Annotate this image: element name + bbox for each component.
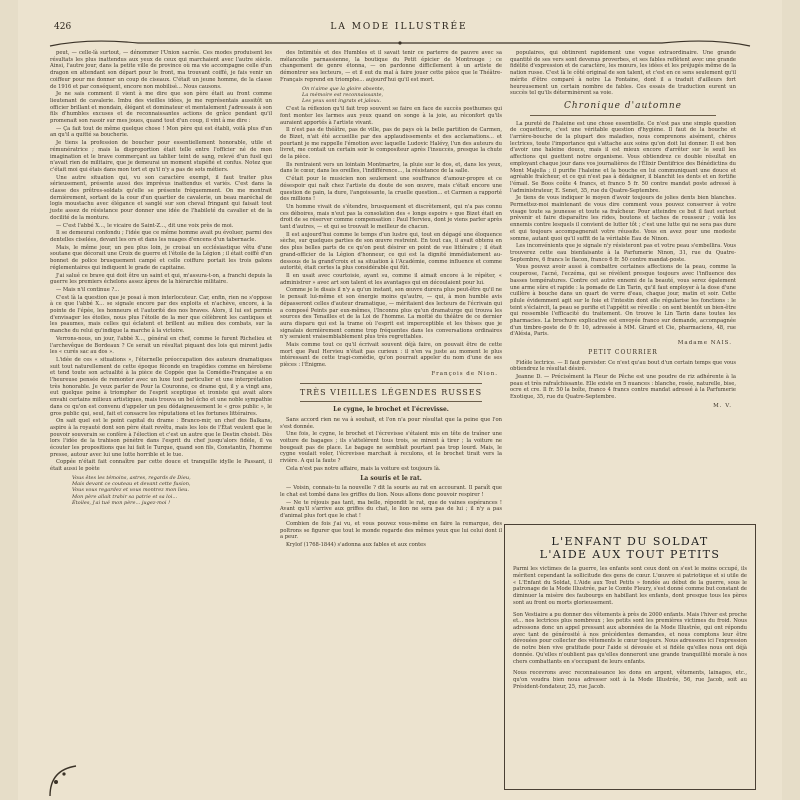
paragraph: populaires, qui obtinrent rapidement une vogue extraordinaire. Une grande quantité de ses vers sont devenus proverbes, et ses fables reflètent avec une grande fidélité d'expression et de caractère, les mœurs, les idées et les préjugés même de la nation russe. C'est là le côté original de son talent, et c'est en ce sens seulement qu'il mérite d'être comparé à notre La Fontaine, dont il a traduit d'ailleurs fort heureusement un certain nombre de fables. Ces essais de traduction eurent un succès tel qu'ils déterminèrent sa voie. (510, 50, 736, 97)
paragraph: Krylof (1768-1844) s'adonna aux fables et aux contes (286, 541, 426, 548)
author-signature: François de Nion. (431, 370, 498, 377)
magazine-page (18, 0, 782, 800)
chronicle-text (510, 121, 736, 339)
paragraph: Coppée n'était fait connaître par cette douce et tranquille idylle le Passant, il était aussi le poète (50, 459, 272, 473)
paragraph: Il n'est pas de théâtre, pas de ville, pas de pays où la belle partition de Carmen, de Bizet, n'ait été accueillie par des applaudissements et des acclamations... et pourtant je me rappelle l'émotion avec laquelle Ludovic Halévy, l'un des auteurs du livret, me contait un certain soir le compositeur après l'insuccès, presque la chute de la pièce. (280, 127, 502, 161)
paragraph: peut, — celle-là surtout, — dénommer l'Union sacrée. Ces modes produisent les résultats les plus inattendus aux yeux de ceux qui marchaient avec l'autre siècle. Ainsi, l'autre jour, dans la petite ville de province où ma vie accompagne celle d'un dragon en attendant son départ pour le front, ma trouvant coiffé, je fais venir un coiffeur pour me donner un coup de ciseaux. C'était un jeune homme, de la classe de 1916 et par conséquent, encore non mobilisé... Nous causons. (50, 50, 272, 90)
paragraph: Mais, le même jour, un peu plus loin, je croisai un ecclésiastique vêtu d'une soutane que décorait une Croix de guerre et l'étoile de la Légion ; il était coiffé d'un bonnet de police brusquement campé et celle coiffure portait les trois galons réglementaires qui indiquent le grade de capitaine. (50, 244, 272, 271)
verse-line: Mais devant ce couteau et devant cette fusion, (72, 481, 191, 488)
paragraph: Cela n'est pas notre affaire, mais la voiture est toujours là. (286, 465, 441, 472)
paragraph: — Voisin, connais-tu la nouvelle ? dit la souris au rat en accourant. Il paraît que le chat est tombé dans les griffes du lion. Nous allons donc pouvoir respirer ! (280, 485, 502, 498)
section-title-legends: TRÈS VIEILLES LÉGENDES RUSSES (299, 387, 483, 397)
page-header (54, 22, 744, 36)
paragraph: Jeanne D. — Précisément la Fleur de Pêche est une poudre de riz adhérente à la peau et très rafraîchissante. Elle existe en 5 nuances : blanche, rosée, naturelle, bise, ocre et cre. Il fr. 50 la boîte, franco 4 francs contre mandat adressé à la Parfumerie Exotique, 35, rue du Quatre-Septembre. (510, 373, 737, 401)
courrier-title: PETIT COURRIER (588, 348, 658, 356)
legend-text-2 (280, 485, 502, 548)
paragraph: Son Vestiaire a pu donner des vêtements à près de 2000 enfants. Mais l'hiver est proche et... nos lectrices plus nombreux ; les petits sont les premières victimes du froid. Nous adressons donc un appel pressant aux abonnées de la Mode Illustrée, qui ont répondu avec tant de générosité à nos précédentes demandes, et nous comptons leur être dévouées pour collecter des vêtements le cœur toujours. Nous adressons ici l'expression de notre bien vive gratitude pour l'aide si dévouée et si fidèle qu'elles nous ont déjà donnée. Qu'elles n'oublient pas qu'elles donneront une grande tranquillité morale à nos chers combattants en s'occupant de leurs enfants. (513, 611, 747, 665)
divider (530, 115, 716, 116)
paragraph: Un homme vivait de s'étendre, brusquement et discrètement, qui n'a pas connu ces déboires, mais n'eut pas la consolation des « longs espoirs » que Bizet était en droit de se réserver comme compensation : Paul Hervieu, dont je viens parler après tant d'autres, — et qui se trouvait le meilleur de chacun. (280, 203, 502, 231)
verse-line: Les yeux sont ingrats et jaloux. (302, 97, 382, 104)
publication-title: LA MODE ILLUSTRÉE (330, 22, 468, 32)
paragraph: Ils rentraient vers un lointain Montmartre, la pluie sur le dos, et, dans les yeux, dans le cœur, dans les oreilles, l'indifférence..., la résistance de la salle. (280, 161, 502, 175)
column-right-text (510, 50, 736, 97)
legend-subtitle: Le cygne, le brochet et l'écrevisse. (333, 406, 449, 414)
courrier-signature: M. V. (713, 402, 732, 409)
paragraph: Il se demeurai confondu ; l'idée que ce même homme avait pu évoluer, parmi des dentelles ciselées, devant les ors et dans les nuages d'encens d'un tabernacle. (50, 230, 272, 243)
paragraph: C'est là la question que je posai à mon interlocuteur. Car, enfin, rien ne s'oppose à ce que l'abbé X... se signale encore par des exploits et n'achève, encore, à la pointe de l'épée, les honneurs et l'autorité des nos braves. Alors, il lui est permis d'envisager les étoiles, nous plus l'étoile de la mer que célèbrent les cantiques et les psaumes, mais celles qui éclatent et brillent au milieu des combats, sur la manche du relui qu'indique la marche à la victoire. (50, 294, 272, 335)
notice-text (513, 566, 747, 690)
paragraph: Je tiens la profession de boucher pour essentiellement honorable, utile et rémunératrice ; mais la disproportion était telle entre l'officier né de mon imagination et le brave commerçant au tablier teint de sang, relevé d'un fusil qui n'avait rien de militaire, que je demeurai un moment stupéfié et confus. Notez que c'était moi qui étais dans mon tort et qu'il n'y a pas de sots métiers. (50, 140, 272, 173)
paragraph: C'était pour le musicien non seulement une souffrance d'amour-propre et ce désespoir qui naît chez l'artiste du doute de son œuvre, mais c'était encore une question de pain, la dure, l'angoissante, la cruelle question... et Carmen a rapporté des millions ! (280, 176, 502, 203)
paragraph: L'idée de ces « situations », l'éternelle préoccupation des auteurs dramatiques suit tout naturellement de cette époque féconde en tragédies comme en héroïsme et tend toute son actualité à la pièce de Coppée que la Comédie-Française a eu l'heureuse pensée de remonter avec un luxe tout particulier et une interprétation très honorable. Je veux parler de Pour la Couronne, ce drame qui, il y a vingt ans, eut quelque peine à triompher de l'esprit sceptique et ironiste qui avait alors envahi certains milieux artistiques, mais trouva un bel écho et une noble sympathie dans ce qu'on est convenu d'appeler un peu dédaigneusement le « gros public », le gros public qui, seul, fait et consacre les réputations et les fortunes littéraires. (50, 356, 272, 417)
notice-content (513, 535, 747, 696)
verse-line: On n'aime que la gloire absente, (302, 85, 385, 92)
divider (300, 383, 482, 384)
column-middle (280, 50, 502, 800)
verse-line: Étoiles, j'ai tué mon père... jugez-moi ! (72, 499, 171, 506)
paragraph: Je tiens de vous indiquer le moyen d'avoir toujours de jolies dents bien blanches. Permettez-moi maintenant de vous dire comment vous pouvez conserver à votre visage toute sa jeunesse et toute sa fraîcheur. Pour atteindre ce but il faut surtout prévenir et faire disparaître les rides, boutons et taches de rousseur ; voilà les ennemis contre lesquels il convient de lutter tôt ; c'est une lutte qui ne sera pas dure et qui toujours accompagnerait votre réussite. Vous en avez pour une modeste somme, autant quoi qu'il suffit de la véritable Eau de Ninon. (510, 195, 736, 242)
notice-title-line-1: L'ENFANT DU SOLDAT (551, 535, 709, 548)
paragraph: Verrons-nous, un jour, l'abbé X..., général en chef, comme le furent Richelieu et l'archevêque de Bordeaux ? Ce serait un résultat piquant des lois qui mirent jadis les « curés sac au dos ». (50, 335, 272, 356)
paragraph: des Intimités et des Humbles et il savait tenir ce parterre de pauvre avec sa mélancolie parnassienne, la boutique du Petit épicier de Montrouge ; ce changement de genre étonna, — on pardonne difficilement à un artiste de démontrer ses lecteurs, — et il eut du mal à faire jouer cette pièce que le Théâtre-Français reprend en triomphe... aujourd'hui qu'il est mort. (280, 50, 502, 83)
paragraph: On sait quel est le point capital du drame : Branco-mir, un chef des Balkans, aspire à la royauté dont son père était revêtu, mais les lois de l'État veulent que le pouvoir souverain se confère à l'élection et c'est un autre que le Destin choisit. Dès lors l'idée de la trahison pénètre dans l'esprit du chef jusqu'alors fidèle, il va écouter les propositions que lui fait le Turque, quand son fils, Constantin, l'homme presse, autour avec lui une lutte horrible et le tue. (50, 418, 272, 458)
poem-verse-2 (280, 86, 502, 105)
poem-verse (50, 475, 272, 506)
column-left (50, 50, 272, 800)
notice-title-line-2: L'AIDE AUX TOUT PETITS (539, 548, 721, 561)
verse-line: Mon père allait trahir sa patrie et sa loi... (72, 493, 178, 500)
paragraph: Mais comme tout ce qu'il écrivait souvent déjà faire, on pouvait être de cette mort que Paul Hervieu n'était pas curieux : il n'en va juste au moment le plus intéressant de cette tragi-comédie, qu'on pourrait appeler du nom d'une de ses pièces : l'Énigme. (280, 342, 502, 369)
paragraph: Une fois, le cygne, le brochet et l'écrevisse s'étaient mis en tête de traîner une voiture de bagages ; ils s'attelèrent tous trois, se mirent à tirer ; la voiture ne bougeait pas de place. Le bagage ne semblait pourtant pas trop lourd. Mais, le cygne voulait voler, l'écrevisse marchait à reculons, et le brochet tirait vers la rivière. A qui la faute ? (280, 431, 502, 465)
paragraph: J'ai salué ce brave qui doit être un saint et qui, m'assura-t-on, a franchi depuis la guerre les premiers échelons assez âpres de la hiérarchie militaire. (50, 272, 272, 286)
paragraph: — Ça fait tout de même quelque chose ! Mon père qui est établi, voilà plus d'un an qu'il a quitté sa boucherie. (50, 125, 272, 139)
paragraph: Combien de fois j'ai vu, et vous pouvez vous-même en faire la remarque, des poltrons se figurer que tout le monde regarde des mêmes yeux que lui celui dont il a peur. (280, 520, 502, 541)
paragraph: — Mais n'il continue ?... (56, 286, 120, 293)
paragraph: Fidèle lectrice. — Il faut persister. Ce n'est qu'au bout d'un certain temps que vous obtiendrez le résultat désiré. (510, 359, 736, 373)
notice-box (504, 524, 756, 790)
chronicle-signature: Madame NAIS. (677, 340, 732, 347)
paragraph: Il est aujourd'hui comme le temps d'un lustre qui, tout en dégagé une éloquence sèche, sur quelques parties de son œuvre restreint. En tout cas, il avait obtenu en des plus belles parts de ce qu'on peut désirer en point de vue littéraire ; il était grand-officier de la Légion d'honneur, ce qui est la dignité immédiatement au-dessous de la grand'croix et sa situation à l'Académie, comme influence et comme autorité, était certes la plus considérable qui fût. (280, 231, 502, 272)
paragraph: Nous recevrons avec reconnaissance les dons en argent, vêtements, lainages, etc., qu'on voudra bien nous adresser soit à la Mode Illustrée, 56, rue Jacob, soit au Président-fondateur, 25, rue Jacob. (513, 670, 747, 690)
courrier-text (510, 360, 736, 401)
top-ornament (48, 38, 752, 48)
column-left-text (50, 50, 272, 473)
paragraph: Les inconvénients que je signale n'y résisteront pas et votre peau s'embellira. Vous trouverez cette eau bienfaisante à la Parfumerie Ninon, 31, rue du Quatre-Septembre, 6 francs le flacon, franco 6 fr. 50 contre mandat-poste. (510, 243, 736, 263)
column-middle-text-2 (280, 106, 502, 369)
section-title-chronicle: Chronique d'automne (564, 100, 682, 111)
paragraph: Sans accord rien ne va à souhait, et l'on n'a pour résultat que la peine que l'on s'est donnée. (280, 416, 502, 430)
paragraph: C'est la réflexion qu'il fait trop souvent se faire en face de succès posthumes qui font monter les larmes aux yeux quand on songe à la joie, au réconfort qu'ils auraient apportés à l'artiste vivant. (280, 106, 502, 126)
column-middle-text (280, 50, 502, 84)
paragraph: — Ne te réjouis pas tant, ma belle, répondit le rat, que de vaines espérances ! Avant qu'il s'arrive aux griffes du chat, le lion ne sera pas de lui ; il n'y a pas d'animal plus fort que le chat ! (280, 499, 502, 520)
verse-line: Vous vous regardez et vous montrez mon lieu. (72, 487, 189, 494)
page-number: 426 (54, 22, 72, 32)
legend-text (280, 417, 502, 473)
paragraph: — C'est l'abbé X..., le vicaire de Saint-Z..., dit une voix près de moi. (56, 222, 234, 229)
verse-line: La mémoire est reconnaissante, (302, 91, 384, 98)
paragraph: Comme je le disais il n'y a qu'un instant, son œuvre durera plus peut-être qu'il ne le pensait lui-même et son énergie moins qu'autre, — qui, à mon humble avis dépasseront celles d'auteur dramatique, — méritaient des lecteurs de l'écrivain qui a composé Peints par eux-mêmes, l'Inconnu plus qu'un dramaturge qui trouva les sources des Tenailles et de la Loi de l'homme. La moitié du théâtre de ce dernier aura disparu qui est la trame où l'esprit est imperceptible et les thèses que je signalais dernièrement comme trop fréquentes dans les conversations ordinaires n'y seraient vraisemblablement plus très regrettables. (280, 287, 502, 341)
paragraph: Une autre situation qui, vu son caractère exempt, il faut traiter plus sérieusement, présente aussi des imprévus inattendus et variés. C'est dans la classe des prêtres-soldats qu'elle se présente fréquemment. On me montrait dernièrement, sortant de la cour d'un quartier de cavalerie, un beau maréchal de logis moustachu avec élégance et sanglé sur son cheval fringant qui faisait tout juste assez de résistance pour donner une idée de l'habileté du cavalier et de la docilité de la monture. (50, 174, 272, 221)
notice-title (513, 535, 747, 561)
paragraph: Je ne sais comment il vient à me dire que son père était au front comme lieutenant de cavalerie. Imbu des vieilles idées, je me représentais aussitôt un officier brillant et mondain, élégant et dominateur et mentalement j'adressais à son fils d'humbles excuses et de reconnaissantes actions de grâce pendant qu'il promenait son rasoir sur mes joues, quand tout d'un coup, il vint à me dire : (50, 91, 272, 125)
column-right (510, 50, 736, 540)
paragraph: La pureté de l'haleine est une chose essentielle. Ce n'est pas une simple question de coquetterie, c'est une véritable question d'hygiène. Il faut de la bouche et l'arrière-bouche de la plupart des maladies, nous comprenons aisément, chères lectrices, toute l'importance qui s'attache aux soins qu'on doit lui donner. Il est bon d'avoir une haleine douce, mais il est mieux encore d'arrêter sur le seuil les affections qui guettent notre organisme. Vous obtiendrez ce double résultat en employant chaque jour dans vos journalières de l'Élixir Dentifrice des Bénédictins du Mont Majella ; il purifie l'haleine et la bouche en lui communiquant une douce et agréable fraîcheur, et ce qui n'est pas à dédaigner, il blanchit les dents et en fortifie l'émail. Se Boos coûte 4 francs, et franco 5 fr. 50 contre mandat poste adressé à l'administrateur, E. Senet, 35, rue du Quatre-Septembre. (510, 120, 736, 194)
paragraph: Vous pouvez avoir aussi à combattre certaines affections de la peau, comme la couperose, l'acné, l'eczéma, qui se révèlent presque toujours avec l'influence des basses températures. Contre cet autre ennemi de la beauté, vous serez également une arme sûre et rapide : la pomade de Lin Tarin, qu'il faut employer à la dose d'une cuillère à bouche dans un quart de verre d'eau, chaque jour, matin et soir. Cette pilule évidemment agit sur le foie et l'intestin dont elle régularise les fonctions : le teint s'éclaircit, la peau se purifie et l'appétit se réveille : on sent bientôt un bien-être qui ressemble l'efficacité du traitement. On trouve le Lin Tarin dans toutes les pharmacies. La brochure explicative est envoyée franco sur demande, accompagnée d'un timbre-poste de 0 fr. 10, adressée à MM. Girard et Cie, pharmaciens, 48, rue d'Alésia, Paris. (510, 264, 736, 338)
divider (300, 401, 482, 402)
paragraph: Parmi les victimes de la guerre, les enfants sont ceux dont on s'est le moins occupé, ils méritent cependant la sollicitude des gens de cœur. L'œuvre si patriotique et si utile de « L'Enfant du Soldat, L'Aide aux Tout Petits » fondée au début de la guerre, sous le patronage de la Mode Illustrée, par le Comte Fleury, s'est donné comme but constant de diminuer la misère des faubourgs en habillant les enfants, dont presque tous les pères sont au front ou morts glorieusement. (513, 566, 747, 606)
legend-subtitle-2: La souris et le rat. (360, 474, 422, 482)
paragraph: Il en usait avec courtoisie, ayant su, comme il aimait encore à le répéter, « administrer » avec art son talent et les avantages qui en découlaient pour lui. (280, 273, 502, 286)
corner-ornament-left (46, 760, 86, 800)
verse-line: Vous êtes les témoins, astres, regards de Dieu, (72, 474, 191, 481)
